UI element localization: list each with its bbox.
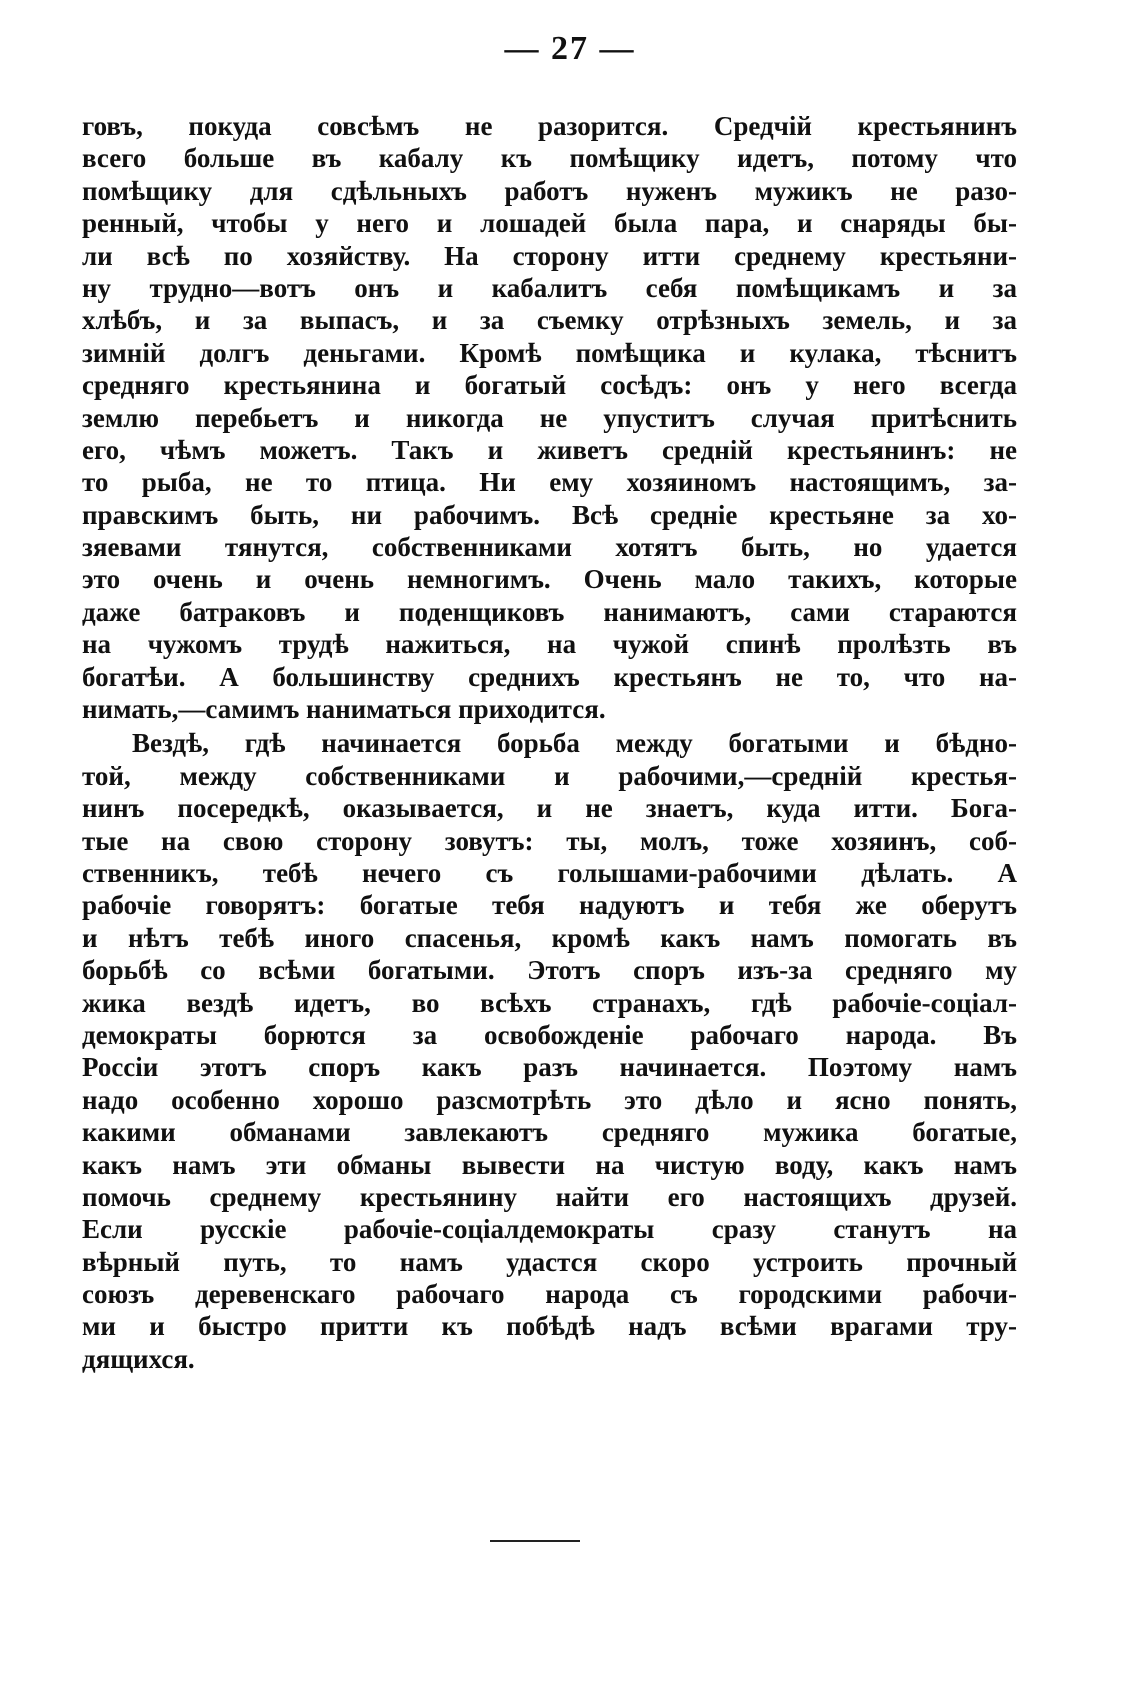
text-line: зяевами тянутся, собственниками хотятъ быть, но удается — [82, 532, 1017, 563]
text-line: землю перебьетъ и никогда не упуститъ случая притѣснить — [82, 402, 1017, 433]
text-line: хлѣбъ, и за выпасъ, и за съемку отрѣзныхъ земель, и за — [82, 305, 1017, 336]
text-line: зимній долгъ деньгами. Кромѣ помѣщика и кулака, тѣснитъ — [82, 337, 1017, 368]
text-line: ну трудно—вотъ онъ и кабалитъ себя помѣщикамъ и за — [82, 272, 1017, 303]
text-line: Россіи этотъ споръ какъ разъ начинается. Поэтому намъ — [82, 1052, 1017, 1083]
text-line: демократы борются за освобожденіе рабочаго народа. Въ — [82, 1019, 1017, 1050]
text-line: какими обманами завлекаютъ средняго мужика богатые, — [82, 1117, 1017, 1148]
text-line: вѣрный путь, то намъ удастся скоро устроить прочный — [82, 1246, 1017, 1277]
text-line: Вездѣ, гдѣ начинается борьба между богатыми и бѣдно- — [132, 728, 1017, 759]
body-text — [82, 110, 1017, 1375]
text-line: тые на свою сторону зовутъ: ты, молъ, тоже хозяинъ, соб- — [82, 825, 1017, 856]
text-line: рабочіе говорятъ: богатые тебя надуютъ и тебя же оберутъ — [82, 890, 1017, 921]
text-line: борьбѣ со всѣми богатыми. Этотъ споръ изъ-за средняго му — [82, 955, 1017, 986]
text-line: нимать,—самимъ наниматься приходится. — [82, 694, 606, 725]
text-line: это очень и очень немногимъ. Очень мало такихъ, которые — [82, 564, 1017, 595]
text-line: дящихся. — [82, 1343, 195, 1374]
text-line: всего больше въ кабалу къ помѣщику идетъ, потому что — [82, 143, 1017, 174]
text-line: ренный, чтобы у него и лошадей была пара, и снаряды бы- — [82, 208, 1017, 239]
text-line: говъ, покуда совсѣмъ не разорится. Средчій крестьянинъ — [82, 111, 1017, 141]
text-line: его, чѣмъ можетъ. Такъ и живетъ средній крестьянинъ: не — [82, 434, 1017, 465]
text-line: средняго крестьянина и богатый сосѣдъ: онъ у него всегда — [82, 370, 1017, 401]
text-line: ми и быстро притти къ побѣдѣ надъ всѣми врагами тру- — [82, 1311, 1017, 1342]
text-line: то рыба, не то птица. Ни ему хозяиномъ настоящимъ, за- — [82, 467, 1017, 498]
text-line: ственникъ, тебѣ нечего съ голышами-рабочими дѣлать. А — [82, 857, 1017, 888]
text-line: нинъ посередкѣ, оказывается, и не знаетъ, куда итти. Бога- — [82, 793, 1017, 824]
text-line: и нѣтъ тебѣ иного спасенья, кромѣ какъ намъ помогать въ — [82, 922, 1017, 953]
section-end-rule — [490, 1540, 580, 1542]
text-line: жика вездѣ идетъ, во всѣхъ странахъ, гдѣ рабочіе-соціал- — [82, 987, 1017, 1018]
text-line: Если русскіе рабочіе-соціалдемократы сразу станутъ на — [82, 1214, 1017, 1245]
text-line: какъ намъ эти обманы вывести на чистую воду, какъ намъ — [82, 1149, 1017, 1180]
text-line: правскимъ быть, ни рабочимъ. Всѣ средніе крестьяне за хо- — [82, 499, 1017, 530]
text-line: надо особенно хорошо разсмотрѣть это дѣло и ясно понять, — [82, 1084, 1017, 1115]
text-line: помочь среднему крестьянину найти его настоящихъ друзей. — [82, 1181, 1017, 1212]
text-line: помѣщику для сдѣльныхъ работъ нуженъ мужикъ не разо- — [82, 175, 1017, 206]
text-line: ли всѣ по хозяйству. На сторону итти среднему крестьяни- — [82, 240, 1017, 271]
text-line: на чужомъ трудѣ нажиться, на чужой спинѣ пролѣзть въ — [82, 629, 1017, 660]
text-line: союзъ деревенскаго рабочаго народа съ городскими рабочи- — [82, 1279, 1017, 1310]
page-number: — 27 — — [504, 30, 636, 67]
text-line: той, между собственниками и рабочими,—средній крестья- — [82, 760, 1017, 791]
text-line: богатѣи. А большинству среднихъ крестьянъ не то, что на- — [82, 661, 1017, 692]
paragraph-2 — [82, 727, 1017, 1375]
text-line: даже батраковъ и поденщиковъ нанимаютъ, сами стараются — [82, 596, 1017, 627]
paragraph-1 — [82, 110, 1017, 725]
